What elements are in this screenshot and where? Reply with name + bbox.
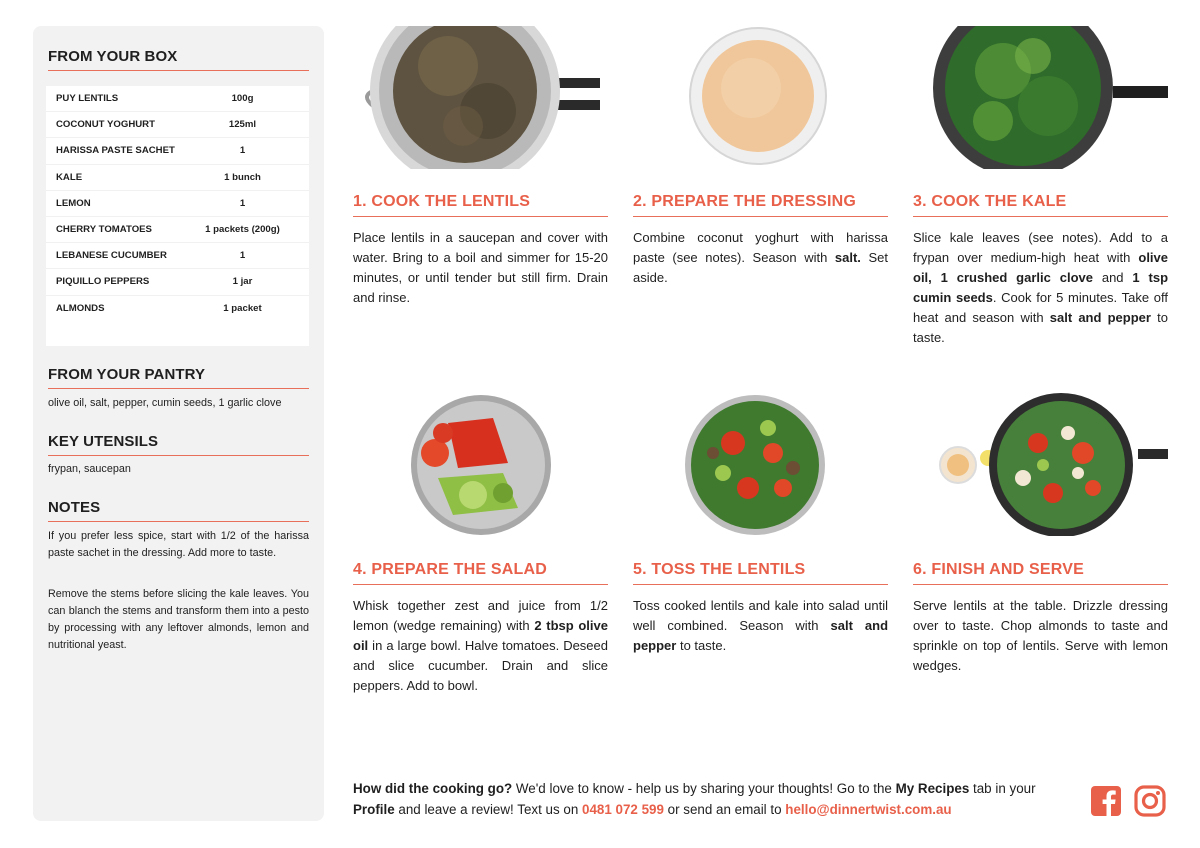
step-text-segment: Serve lentils at the table. Drizzle dressing over to taste. Chop almonds to taste and sprinkle on top of lentils. Serve with lemon wedges. bbox=[913, 598, 1168, 673]
step-text-segment: in a large bowl. Halve tomatoes. Deseed and slice cucumber. Drain and slice peppers. Add to bowl. bbox=[353, 638, 608, 693]
step-3-title: 3. COOK THE KALE bbox=[913, 193, 1168, 217]
ingredient-name: LEMON bbox=[56, 197, 91, 209]
utensils-text: frypan, saucepan bbox=[48, 463, 131, 475]
table-row bbox=[46, 217, 309, 243]
feedback-footer bbox=[353, 778, 1073, 820]
bold-ingredient: 2 tbsp olive oil bbox=[353, 618, 608, 653]
step-text-segment: Combine coconut yoghurt with harissa paste (see notes). Season with bbox=[633, 230, 888, 265]
utensils-section-title: KEY UTENSILS bbox=[48, 433, 309, 456]
notes-section-title: NOTES bbox=[48, 499, 309, 522]
ingredient-qty: 1 packets (200g) bbox=[205, 224, 280, 236]
ingredient-qty: 125ml bbox=[228, 119, 257, 131]
step-text-segment: and bbox=[1092, 270, 1133, 285]
ingredient-name: LEBANESE CUCUMBER bbox=[56, 250, 167, 262]
ingredient-qty: 1 packet bbox=[223, 303, 262, 315]
table-row bbox=[46, 138, 309, 164]
note-2: Remove the stems before slicing the kale leaves. You can blanch the stems and transform them into a pesto by processing with any leftover almonds, lemon and nutritional yeast. bbox=[48, 588, 309, 651]
table-row bbox=[46, 165, 309, 191]
box-ingredients-table bbox=[46, 86, 309, 346]
ingredients-sidebar bbox=[33, 26, 324, 821]
table-row bbox=[46, 86, 309, 112]
phone-link[interactable]: 0481 072 599 bbox=[582, 802, 664, 817]
step-text-segment: Toss cooked lentils and kale into salad until well combined. Season with bbox=[633, 598, 888, 633]
ingredient-name: CHERRY TOMATOES bbox=[56, 224, 152, 236]
profile-link[interactable]: Profile bbox=[353, 802, 395, 817]
step-1-image bbox=[353, 26, 608, 169]
facebook-icon[interactable] bbox=[1090, 785, 1122, 817]
box-section-title: FROM YOUR BOX bbox=[48, 48, 309, 71]
step-6-text bbox=[913, 596, 1168, 676]
step-5-text bbox=[633, 596, 888, 656]
note-1: If you prefer less spice, start with 1/2 of the harissa paste sachet in the dressing. Add more to taste. bbox=[48, 530, 309, 559]
ingredient-name: COCONUT YOGHURT bbox=[56, 119, 155, 131]
step-text-segment: Slice kale leaves (see notes). Add to a frypan over medium-high heat with bbox=[913, 230, 1168, 265]
step-3-text bbox=[913, 228, 1168, 348]
step-text-segment: . Cook for 5 minutes. Take off heat and season with bbox=[913, 290, 1169, 325]
bold-ingredient: salt and pepper bbox=[1049, 310, 1151, 325]
ingredient-name: PUY LENTILS bbox=[56, 93, 119, 105]
my-recipes-link[interactable]: My Recipes bbox=[895, 781, 970, 796]
ingredient-qty: 100g bbox=[231, 93, 254, 105]
pantry-text: olive oil, salt, pepper, cumin seeds, 1 garlic clove bbox=[48, 397, 282, 409]
table-row bbox=[46, 243, 309, 269]
step-2-text bbox=[633, 228, 888, 288]
step-text-segment: Set aside. bbox=[633, 250, 889, 285]
ingredient-qty: 1 bunch bbox=[224, 171, 261, 183]
ingredient-qty: 1 bbox=[239, 250, 246, 262]
footer-question: How did the cooking go? bbox=[353, 781, 513, 796]
table-row bbox=[46, 269, 309, 295]
table-row bbox=[46, 296, 309, 322]
step-text-segment: to taste. bbox=[913, 310, 1168, 345]
table-row bbox=[46, 112, 309, 138]
step-text-segment: Place lentils in a saucepan and cover with water. Bring to a boil and simmer for 15-20 minutes, or until tender but still firm. Drain and rinse. bbox=[353, 230, 608, 305]
ingredient-name: ALMONDS bbox=[56, 303, 105, 315]
step-1-title: 1. COOK THE LENTILS bbox=[353, 193, 608, 217]
step-2-image bbox=[633, 26, 888, 169]
footer-text-1: We'd love to know - help us by sharing your thoughts! Go to the bbox=[512, 781, 896, 796]
ingredient-qty: 1 bbox=[239, 145, 246, 157]
table-row bbox=[46, 191, 309, 217]
bold-ingredient: olive oil, 1 crushed garlic clove bbox=[913, 250, 1168, 285]
step-6-title: 6. FINISH AND SERVE bbox=[913, 561, 1168, 585]
step-5-image bbox=[633, 393, 888, 536]
step-3-image bbox=[913, 26, 1168, 169]
step-4-text bbox=[353, 596, 608, 696]
step-text-segment: Whisk together zest and juice from 1/2 lemon (wedge remaining) with bbox=[353, 598, 608, 633]
instagram-icon[interactable] bbox=[1134, 785, 1166, 817]
step-text-segment: to taste. bbox=[676, 638, 727, 653]
step-4-title: 4. PREPARE THE SALAD bbox=[353, 561, 608, 585]
footer-text-2: tab in your bbox=[969, 781, 1036, 796]
step-2-title: 2. PREPARE THE DRESSING bbox=[633, 193, 888, 217]
step-4-image bbox=[353, 393, 608, 536]
ingredient-name: KALE bbox=[56, 171, 83, 183]
step-1-text bbox=[353, 228, 608, 308]
ingredient-qty: 1 jar bbox=[232, 276, 253, 288]
bold-ingredient: salt. bbox=[834, 250, 861, 265]
step-6-image bbox=[913, 393, 1168, 536]
bold-ingredient: salt and pepper bbox=[633, 618, 889, 653]
ingredient-name: HARISSA PASTE SACHET bbox=[56, 145, 175, 157]
ingredient-name: PIQUILLO PEPPERS bbox=[56, 276, 150, 288]
step-5-title: 5. TOSS THE LENTILS bbox=[633, 561, 888, 585]
bold-ingredient: 1 tsp cumin seeds bbox=[913, 270, 1169, 305]
ingredient-qty: 1 bbox=[239, 197, 246, 209]
email-link[interactable]: hello@dinnertwist.com.au bbox=[785, 802, 952, 817]
footer-text-3: and leave a review! Text us on bbox=[394, 802, 583, 817]
footer-text-4: or send an email to bbox=[663, 802, 786, 817]
pantry-section-title: FROM YOUR PANTRY bbox=[48, 366, 309, 389]
